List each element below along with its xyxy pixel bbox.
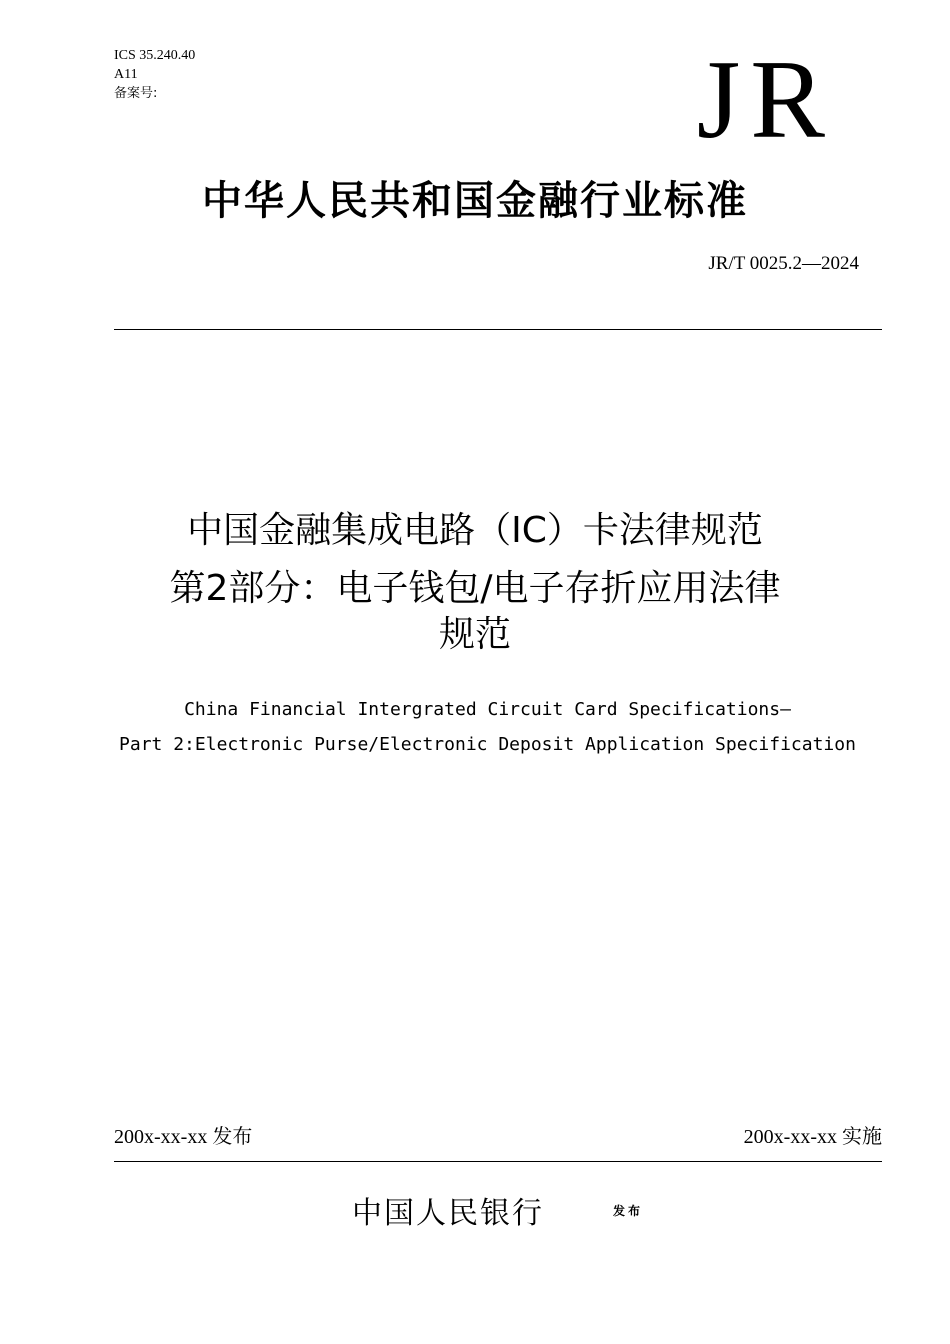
implementation-date: 200x-xx-xx 实施 <box>743 1126 882 1148</box>
top-divider <box>114 329 882 330</box>
english-title-line-2: Part 2:Electronic Purse/Electronic Deposit Application Specification <box>119 734 856 755</box>
issued-label: 发布 <box>613 1204 644 1218</box>
bottom-divider <box>114 1161 882 1162</box>
jr-logo: JR <box>696 38 835 162</box>
english-title-line-1: China Financial Intergrated Circuit Card Specifications— <box>184 699 791 720</box>
issuer-name: 中国人民银行 <box>352 1196 544 1231</box>
chinese-title-line-3: 规范 <box>438 614 511 655</box>
standard-category-title: 中华人民共和国金融行业标准 <box>202 178 748 224</box>
record-number-label: 备案号: <box>114 86 158 101</box>
chinese-title-line-2: 第2部分：电子钱包/电子存折应用法律 <box>169 568 781 609</box>
chinese-title-line-1: 中国金融集成电路（IC）卡法律规范 <box>187 510 763 551</box>
classification-code: A11 <box>114 67 138 82</box>
ics-code: ICS 35.240.40 <box>114 48 196 63</box>
issue-date: 200x-xx-xx 发布 <box>114 1126 253 1148</box>
standard-number: JR/T 0025.2—2024 <box>708 253 859 274</box>
